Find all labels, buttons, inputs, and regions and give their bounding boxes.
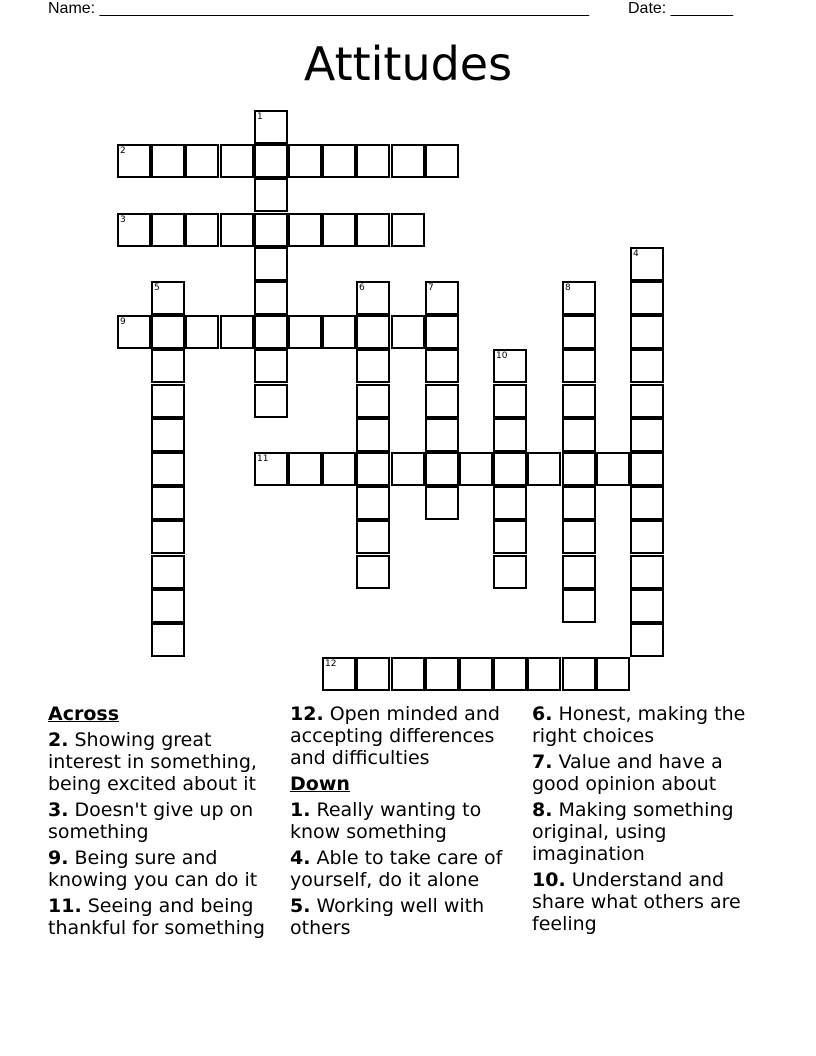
grid-cell[interactable] <box>562 418 596 452</box>
clue-down-8 <box>532 799 772 865</box>
clue-text: Honest, making the right choices <box>532 703 746 747</box>
grid-cell[interactable] <box>356 213 390 247</box>
clue-down-10 <box>532 869 772 935</box>
grid-cell[interactable] <box>425 144 459 178</box>
grid-cell[interactable] <box>151 384 185 418</box>
grid-cell[interactable] <box>322 144 356 178</box>
grid-cell[interactable] <box>527 657 561 691</box>
grid-cell[interactable] <box>562 555 596 589</box>
clue-text: Open minded and accepting differences and difficulties <box>290 703 500 769</box>
grid-cell[interactable] <box>425 486 459 520</box>
grid-cell[interactable] <box>596 657 630 691</box>
grid-cell[interactable] <box>254 110 288 144</box>
grid-cell[interactable] <box>562 589 596 623</box>
grid-cell[interactable] <box>356 555 390 589</box>
grid-cell[interactable] <box>630 281 664 315</box>
clue-number-label: 6 <box>359 283 365 293</box>
grid-cell[interactable] <box>151 281 185 315</box>
grid-cell[interactable] <box>288 213 322 247</box>
grid-cell[interactable] <box>630 384 664 418</box>
grid-cell[interactable] <box>391 657 425 691</box>
grid-cell[interactable] <box>220 144 254 178</box>
grid-cell[interactable] <box>391 315 425 349</box>
grid-cell[interactable] <box>356 144 390 178</box>
date-field-label: Date: _______ <box>628 0 733 17</box>
grid-cell[interactable] <box>254 315 288 349</box>
grid-cell[interactable] <box>220 315 254 349</box>
clue-number-label: 2 <box>120 146 126 156</box>
grid-cell[interactable] <box>288 315 322 349</box>
grid-cell[interactable] <box>630 623 664 657</box>
clue-number: 1. <box>290 799 311 821</box>
grid-cell[interactable] <box>254 349 288 383</box>
clue-number: 10. <box>532 869 566 891</box>
clue-down-5 <box>290 895 530 939</box>
clue-number-label: 10 <box>496 351 508 361</box>
grid-cell[interactable] <box>391 144 425 178</box>
clue-across-9 <box>48 847 288 891</box>
grid-cell[interactable] <box>527 452 561 486</box>
clue-down-6 <box>532 703 772 747</box>
across-heading: Across <box>48 703 120 725</box>
grid-cell[interactable] <box>562 452 596 486</box>
grid-cell[interactable] <box>254 384 288 418</box>
clue-across-2 <box>48 729 288 795</box>
grid-cell[interactable] <box>562 486 596 520</box>
clue-number-label: 9 <box>120 317 126 327</box>
grid-cell[interactable] <box>493 452 527 486</box>
clue-text: Being sure and knowing you can do it <box>48 847 258 891</box>
grid-cell[interactable] <box>356 384 390 418</box>
grid-cell[interactable] <box>322 213 356 247</box>
grid-cell[interactable] <box>493 418 527 452</box>
clue-number: 12. <box>290 703 324 725</box>
grid-cell[interactable] <box>630 520 664 554</box>
clue-number: 4. <box>290 847 311 869</box>
clues-column-2 <box>290 703 530 943</box>
grid-cell[interactable] <box>356 452 390 486</box>
down-heading: Down <box>290 773 350 795</box>
clue-number-label: 7 <box>428 283 434 293</box>
clue-number-label: 11 <box>257 454 269 464</box>
grid-cell[interactable] <box>117 315 151 349</box>
clues-column-1 <box>48 703 288 943</box>
grid-cell[interactable] <box>391 213 425 247</box>
clue-number-label: 8 <box>565 283 571 293</box>
grid-cell[interactable] <box>151 589 185 623</box>
grid-cell[interactable] <box>185 213 219 247</box>
clue-text: Working well with others <box>290 895 485 939</box>
grid-cell[interactable] <box>459 657 493 691</box>
clue-down-1 <box>290 799 530 843</box>
grid-cell[interactable] <box>562 384 596 418</box>
name-field-label: Name: _______________________________________________________ <box>48 0 589 17</box>
clue-number: 3. <box>48 799 69 821</box>
grid-cell[interactable] <box>356 520 390 554</box>
clue-text: Making something original, using imagination <box>532 799 734 865</box>
clue-number-label: 1 <box>257 112 263 122</box>
grid-cell[interactable] <box>630 486 664 520</box>
grid-cell[interactable] <box>151 315 185 349</box>
grid-cell[interactable] <box>562 281 596 315</box>
grid-cell[interactable] <box>356 315 390 349</box>
grid-cell[interactable] <box>425 418 459 452</box>
clue-number: 5. <box>290 895 311 917</box>
grid-cell[interactable] <box>151 623 185 657</box>
clue-number: 8. <box>532 799 553 821</box>
grid-cell[interactable] <box>425 349 459 383</box>
grid-cell[interactable] <box>151 418 185 452</box>
clue-across-12 <box>290 703 530 769</box>
grid-cell[interactable] <box>493 657 527 691</box>
clue-text: Seeing and being thankful for something <box>48 895 265 939</box>
grid-cell[interactable] <box>425 384 459 418</box>
grid-cell[interactable] <box>630 315 664 349</box>
clue-text: Able to take care of yourself, do it alone <box>290 847 503 891</box>
grid-cell[interactable] <box>425 281 459 315</box>
clue-across-3 <box>48 799 288 843</box>
grid-cell[interactable] <box>630 349 664 383</box>
grid-cell[interactable] <box>151 349 185 383</box>
grid-cell[interactable] <box>356 486 390 520</box>
clue-number-label: 12 <box>325 659 337 669</box>
grid-cell[interactable] <box>356 657 390 691</box>
clue-number: 2. <box>48 729 69 751</box>
clue-text: Understand and share what others are feeling <box>532 869 741 935</box>
grid-cell[interactable] <box>493 486 527 520</box>
grid-cell[interactable] <box>630 418 664 452</box>
grid-cell[interactable] <box>117 144 151 178</box>
grid-cell[interactable] <box>356 418 390 452</box>
grid-cell[interactable] <box>254 247 288 281</box>
grid-cell[interactable] <box>151 144 185 178</box>
grid-cell[interactable] <box>322 657 356 691</box>
grid-cell[interactable] <box>630 247 664 281</box>
grid-cell[interactable] <box>425 315 459 349</box>
clue-number: 11. <box>48 895 82 917</box>
grid-cell[interactable] <box>562 657 596 691</box>
grid-cell[interactable] <box>562 349 596 383</box>
clue-down-4 <box>290 847 530 891</box>
grid-cell[interactable] <box>493 520 527 554</box>
grid-cell[interactable] <box>288 144 322 178</box>
grid-cell[interactable] <box>356 281 390 315</box>
clue-number-label: 5 <box>154 283 160 293</box>
page-title: Attitudes <box>303 37 513 91</box>
grid-cell[interactable] <box>562 315 596 349</box>
grid-cell[interactable] <box>151 555 185 589</box>
grid-cell[interactable] <box>151 520 185 554</box>
grid-cell[interactable] <box>356 349 390 383</box>
clue-number: 9. <box>48 847 69 869</box>
clue-text: Value and have a good opinion about <box>532 751 723 795</box>
clue-number: 7. <box>532 751 553 773</box>
clue-down-7 <box>532 751 772 795</box>
grid-cell[interactable] <box>151 452 185 486</box>
grid-cell[interactable] <box>220 213 254 247</box>
clue-number: 6. <box>532 703 553 725</box>
grid-cell[interactable] <box>322 452 356 486</box>
grid-cell[interactable] <box>630 452 664 486</box>
grid-cell[interactable] <box>322 315 356 349</box>
grid-cell[interactable] <box>493 349 527 383</box>
grid-cell[interactable] <box>562 520 596 554</box>
grid-cell[interactable] <box>425 657 459 691</box>
grid-cell[interactable] <box>391 452 425 486</box>
grid-cell[interactable] <box>151 486 185 520</box>
grid-cell[interactable] <box>254 213 288 247</box>
grid-cell[interactable] <box>493 555 527 589</box>
clue-text: Really wanting to know something <box>290 799 482 843</box>
grid-cell[interactable] <box>185 144 219 178</box>
grid-cell[interactable] <box>254 452 288 486</box>
clue-number-label: 3 <box>120 215 126 225</box>
grid-cell[interactable] <box>254 144 288 178</box>
grid-cell[interactable] <box>151 213 185 247</box>
grid-cell[interactable] <box>185 315 219 349</box>
grid-cell[interactable] <box>254 178 288 212</box>
clue-text: Doesn't give up on something <box>48 799 254 843</box>
clue-across-11 <box>48 895 288 939</box>
grid-cell[interactable] <box>630 555 664 589</box>
grid-cell[interactable] <box>630 589 664 623</box>
grid-cell[interactable] <box>254 281 288 315</box>
grid-cell[interactable] <box>117 213 151 247</box>
grid-cell[interactable] <box>459 452 493 486</box>
grid-cell[interactable] <box>596 452 630 486</box>
grid-cell[interactable] <box>493 384 527 418</box>
clue-text: Showing great interest in something, being excited about it <box>48 729 257 795</box>
grid-cell[interactable] <box>425 452 459 486</box>
clues-column-3 <box>532 703 772 939</box>
clue-number-label: 4 <box>633 249 639 259</box>
grid-cell[interactable] <box>288 452 322 486</box>
